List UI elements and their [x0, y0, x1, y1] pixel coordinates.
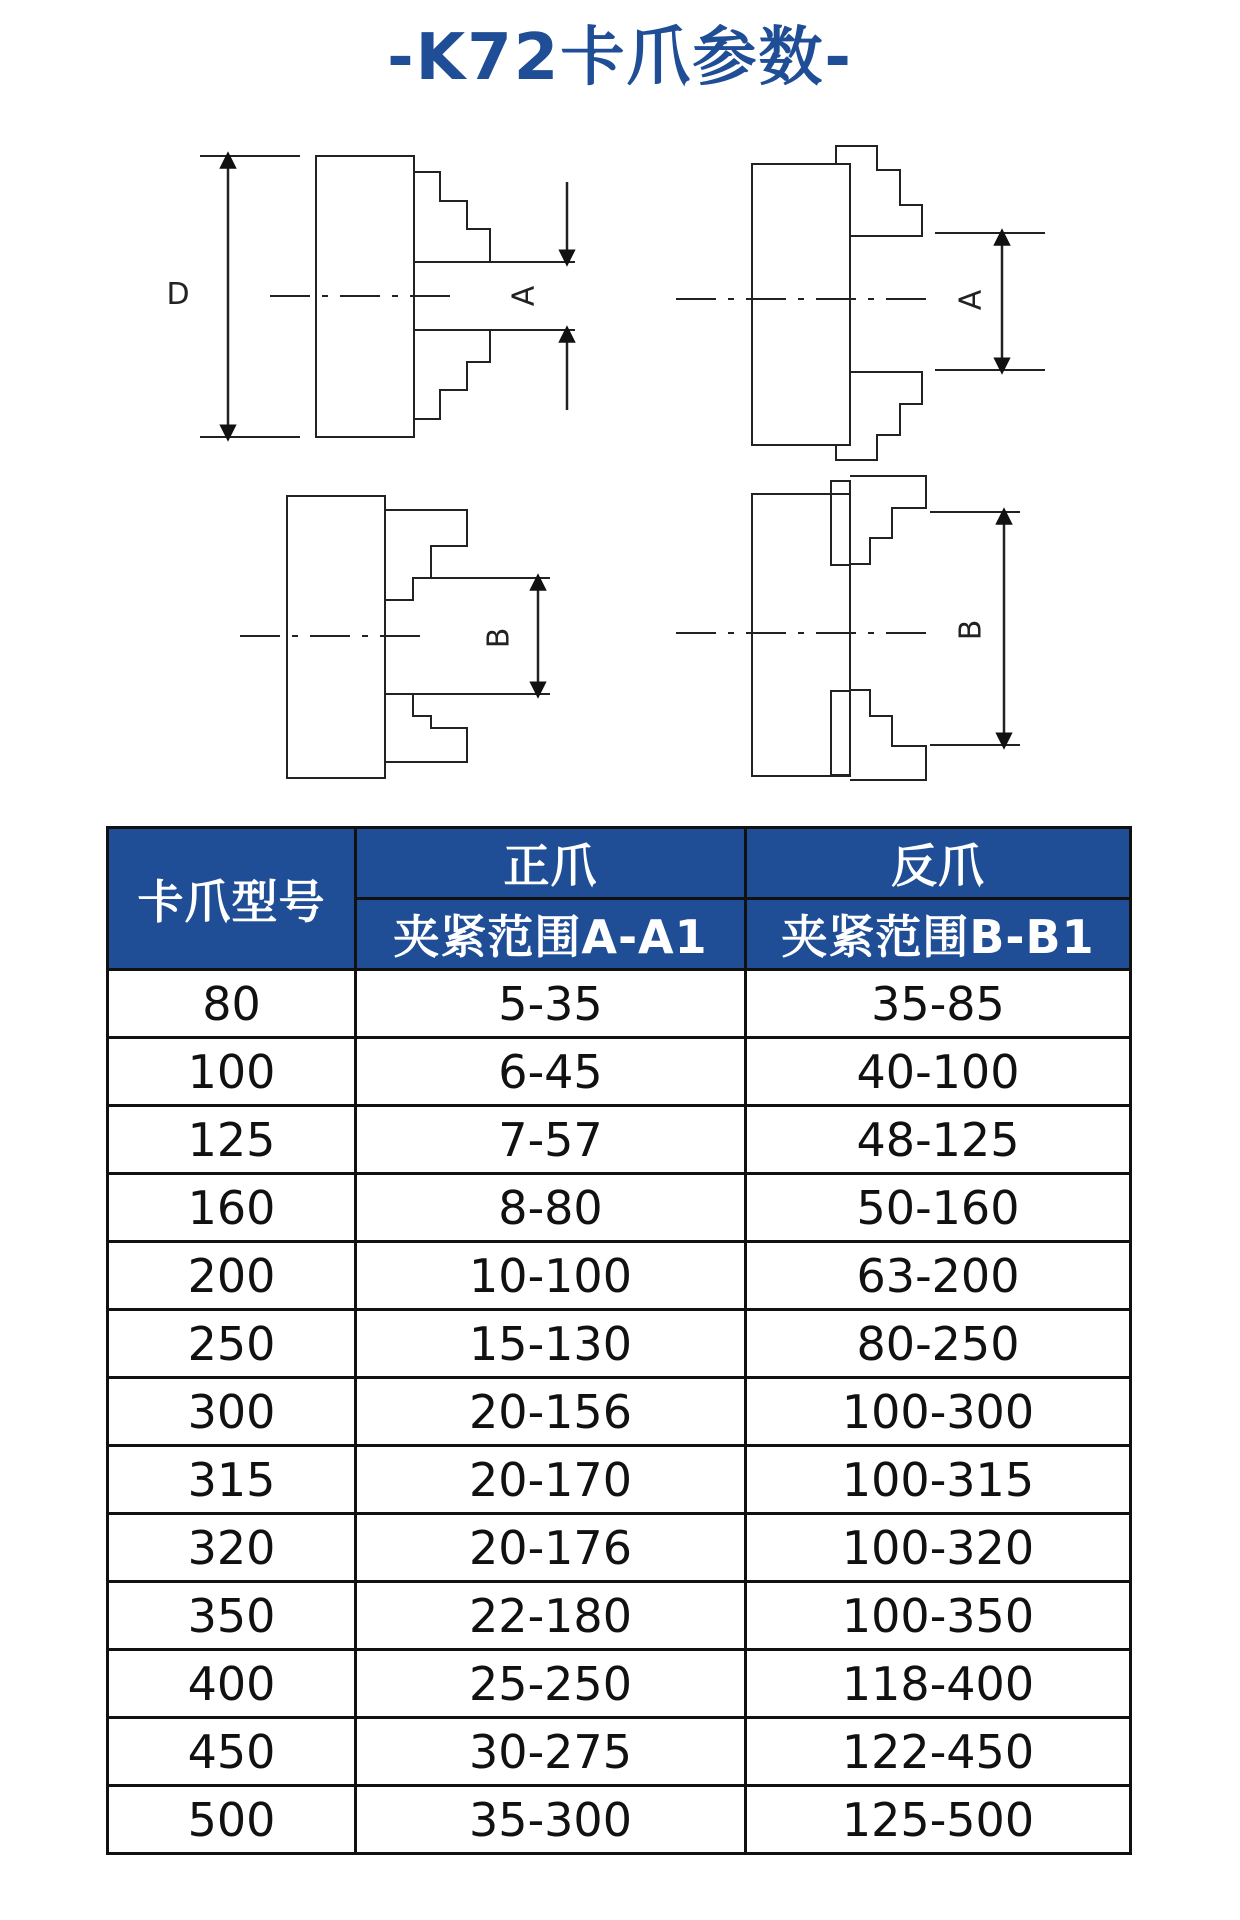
label-b-right: B — [953, 619, 989, 641]
cell-model: 200 — [108, 1242, 356, 1310]
header-reverse-range: 夹紧范围B-B1 — [746, 899, 1131, 970]
cell-reverse: 48-125 — [746, 1106, 1131, 1174]
cell-reverse: 100-320 — [746, 1514, 1131, 1582]
cell-model: 125 — [108, 1106, 356, 1174]
table-row — [108, 1242, 1131, 1310]
table-row — [108, 1446, 1131, 1514]
cell-model: 500 — [108, 1786, 356, 1854]
cell-reverse: 80-250 — [746, 1310, 1131, 1378]
cell-model: 400 — [108, 1650, 356, 1718]
table-row — [108, 1378, 1131, 1446]
cell-front: 10-100 — [356, 1242, 746, 1310]
table-row — [108, 1038, 1131, 1106]
header-front-jaw: 正爪 — [356, 828, 746, 899]
cell-front: 5-35 — [356, 970, 746, 1038]
cell-front: 7-57 — [356, 1106, 746, 1174]
cell-model: 315 — [108, 1446, 356, 1514]
table-row — [108, 1718, 1131, 1786]
front-jaw-diagram-external-a — [676, 146, 1045, 460]
table-row — [108, 1650, 1131, 1718]
cell-reverse: 63-200 — [746, 1242, 1131, 1310]
cell-front: 22-180 — [356, 1582, 746, 1650]
table-row — [108, 1174, 1131, 1242]
cell-reverse: 40-100 — [746, 1038, 1131, 1106]
cell-model: 250 — [108, 1310, 356, 1378]
jaw-parameter-table — [106, 826, 1132, 1855]
cell-front: 20-156 — [356, 1378, 746, 1446]
cell-model: 300 — [108, 1378, 356, 1446]
cell-reverse: 122-450 — [746, 1718, 1131, 1786]
table-row — [108, 1582, 1131, 1650]
cell-model: 80 — [108, 970, 356, 1038]
cell-reverse: 35-85 — [746, 970, 1131, 1038]
cell-model: 160 — [108, 1174, 356, 1242]
header-model: 卡爪型号 — [108, 828, 356, 970]
cell-reverse: 100-315 — [746, 1446, 1131, 1514]
cell-reverse: 100-350 — [746, 1582, 1131, 1650]
cell-reverse: 118-400 — [746, 1650, 1131, 1718]
label-b-left: B — [481, 627, 517, 649]
cell-model: 350 — [108, 1582, 356, 1650]
cell-front: 25-250 — [356, 1650, 746, 1718]
cell-front: 15-130 — [356, 1310, 746, 1378]
label-a-left: A — [506, 285, 542, 307]
cell-model: 100 — [108, 1038, 356, 1106]
page-title: -K72卡爪参数- — [387, 21, 853, 95]
header-front-range: 夹紧范围A-A1 — [356, 899, 746, 970]
cell-model: 320 — [108, 1514, 356, 1582]
table-body — [108, 970, 1131, 1854]
cell-front: 30-275 — [356, 1718, 746, 1786]
cell-front: 20-176 — [356, 1514, 746, 1582]
table-row — [108, 1310, 1131, 1378]
label-d: D — [166, 277, 190, 312]
table-row — [108, 1514, 1131, 1582]
cell-front: 35-300 — [356, 1786, 746, 1854]
table-row — [108, 970, 1131, 1038]
cell-model: 450 — [108, 1718, 356, 1786]
cell-reverse: 50-160 — [746, 1174, 1131, 1242]
label-a-right: A — [953, 289, 989, 311]
cell-front: 20-170 — [356, 1446, 746, 1514]
cell-reverse: 125-500 — [746, 1786, 1131, 1854]
cell-reverse: 100-300 — [746, 1378, 1131, 1446]
table-row — [108, 1106, 1131, 1174]
table-row — [108, 1786, 1131, 1854]
cell-front: 6-45 — [356, 1038, 746, 1106]
cell-front: 8-80 — [356, 1174, 746, 1242]
chuck-diagram — [0, 0, 1240, 800]
header-reverse-jaw: 反爪 — [746, 828, 1131, 899]
